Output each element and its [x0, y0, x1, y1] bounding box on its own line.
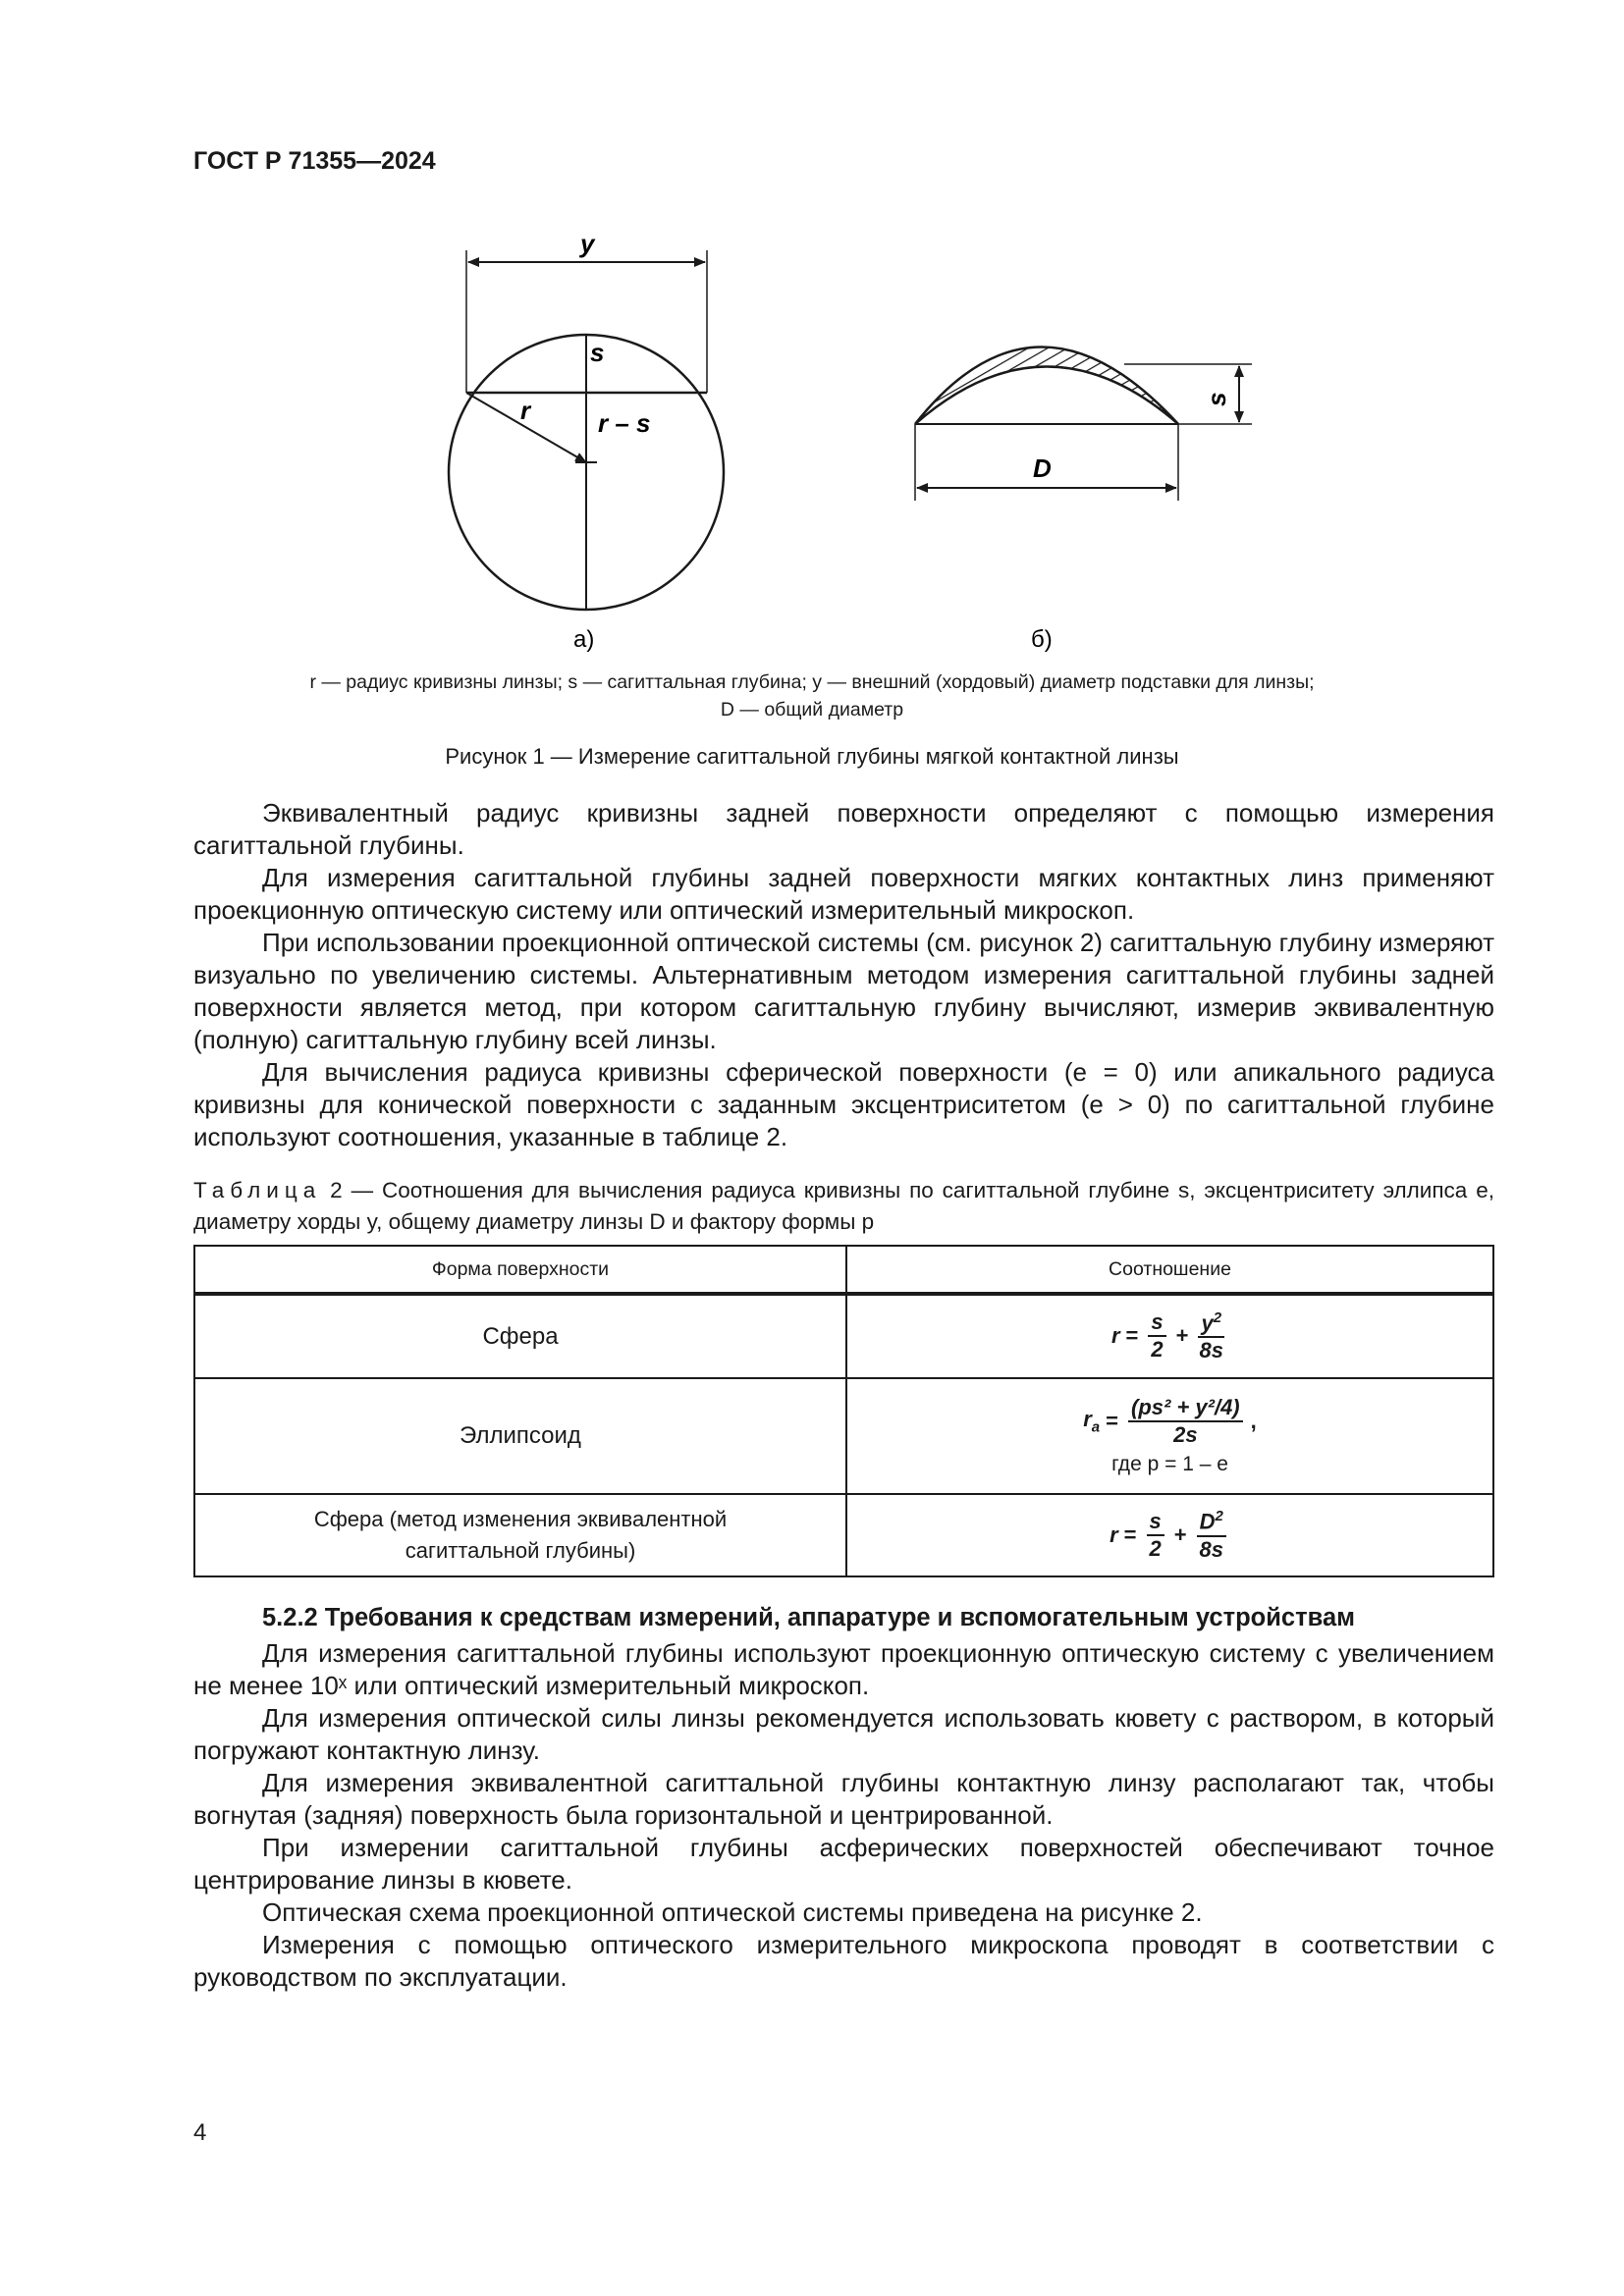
paragraph: Измерения с помощью оптического измерительного микроскопа проводят в соответствии с руководством по эксплуатации.	[193, 1930, 1494, 1992]
shape-cell: Сфера (метод изменения эквивалентной сагиттальной глубины)	[194, 1494, 846, 1576]
formula-sphere: r = $\frac{s}{2}$ + $\frac{y^2}{8s}$	[1110, 1308, 1223, 1363]
label-s-b: s	[1202, 392, 1231, 406]
label-D: D	[1033, 454, 1052, 483]
column-header-relation: Соотношение	[846, 1246, 1493, 1294]
paragraph: При использовании проекционной оптической системы (см. рисунок 2) сагиттальную глубину измеряют визуально по увеличению системы. Альтернативным методом измерения сагиттальной глубины задней поверхности является метод, при котором сагиттальную глубину вычисляют, измерив эквивалентную (полную) сагиттальную глубину всей линзы.	[193, 928, 1494, 1054]
paragraph: Для измерения сагиттальной глубины используют проекционную оптическую систему с увеличением не менее 10ˣ или оптический измерительный микроскоп.	[193, 1638, 1494, 1700]
paragraph: Оптическая схема проекционной оптической системы приведена на рисунке 2.	[262, 1897, 1203, 1927]
figure-1-caption: Рисунок 1 — Измерение сагиттальной глубины мягкой контактной линзы	[445, 744, 1179, 769]
shape-cell: Сфера	[194, 1294, 846, 1378]
ellipsoid-note: где p = 1 – e	[1111, 1453, 1228, 1476]
document-code-header: ГОСТ Р 71355—2024	[193, 147, 436, 175]
table-word: Таблица	[193, 1178, 322, 1202]
label-r: r	[520, 396, 531, 425]
table-row	[194, 1294, 1493, 1378]
paragraph: При измерении сагиттальной глубины асферических поверхностей обеспечивают точное центрирование линзы в кювете.	[193, 1833, 1494, 1895]
subfigure-b-label: б)	[1031, 626, 1053, 653]
lens-shell	[915, 347, 1178, 425]
formula-cell	[846, 1494, 1493, 1576]
table-2-title	[193, 1175, 1494, 1238]
label-s-a: s	[590, 338, 605, 367]
body-text-top	[193, 797, 1494, 1153]
table-row	[194, 1378, 1493, 1494]
formula-cell	[846, 1294, 1493, 1378]
paragraph: Для вычисления радиуса кривизны сферической поверхности (e = 0) или апикального радиуса кривизны для конической поверхности с заданным эксцентриситетом (e > 0) по сагиттальной глубине используют соотношения, указанные в таблице 2.	[193, 1057, 1494, 1151]
column-header-shape: Форма поверхности	[194, 1246, 846, 1294]
section-heading: 5.2.2 Требования к средствам измерений, аппаратуре и вспомогательным устройствам	[262, 1604, 1355, 1631]
figure-1-diagram	[0, 0, 1624, 687]
label-r-minus-s: r – s	[598, 408, 651, 438]
paragraph: Для измерения эквивалентной сагиттальной глубины контактную линзу располагают так, чтобы вогнутая (задняя) поверхность была горизонтальной и центрированной.	[193, 1768, 1494, 1830]
formula-ellipsoid: $r_a$ = $\frac{\text{(ps² + y²/4)}}{2s}$ ,	[1083, 1394, 1257, 1447]
paragraph: Для измерения оптической силы линзы рекомендуется использовать кювету с раствором, в который погружают контактную линзу.	[193, 1703, 1494, 1765]
table-header-row	[194, 1246, 1493, 1294]
paragraph: Эквивалентный радиус кривизны задней поверхности определяют с помощью измерения сагиттальной глубины.	[193, 798, 1494, 860]
paragraph: Для измерения сагиттальной глубины задней поверхности мягких контактных линз применяют проекционную оптическую систему или оптический измерительный микроскоп.	[193, 863, 1494, 925]
table-2	[193, 1245, 1494, 1577]
figure-1-legend	[196, 669, 1428, 723]
formula-equivalent-sphere: r = $\frac{s}{2}$ + $\frac{D^2}{8s}$	[1110, 1509, 1230, 1562]
shape-cell: Эллипсоид	[194, 1378, 846, 1494]
body-text-bottom	[193, 1637, 1494, 1994]
page-number: 4	[193, 2119, 207, 2146]
formula-cell	[846, 1378, 1493, 1494]
label-y: y	[580, 229, 595, 258]
table-title-text: 2 — Соотношения для вычисления радиуса кривизны по сагиттальной глубине s, эксцентриситету эллипса e, диаметру хорды y, общему диаметру линзы D и фактору формы p	[193, 1178, 1494, 1234]
table-row	[194, 1494, 1493, 1576]
legend-line-2: D — общий диаметр	[720, 698, 904, 721]
legend-line-1: r — радиус кривизны линзы; s — сагиттальная глубина; y — внешний (хордовый) диаметр подставки для линзы;	[309, 671, 1315, 693]
subfigure-a-label: а)	[573, 626, 595, 653]
